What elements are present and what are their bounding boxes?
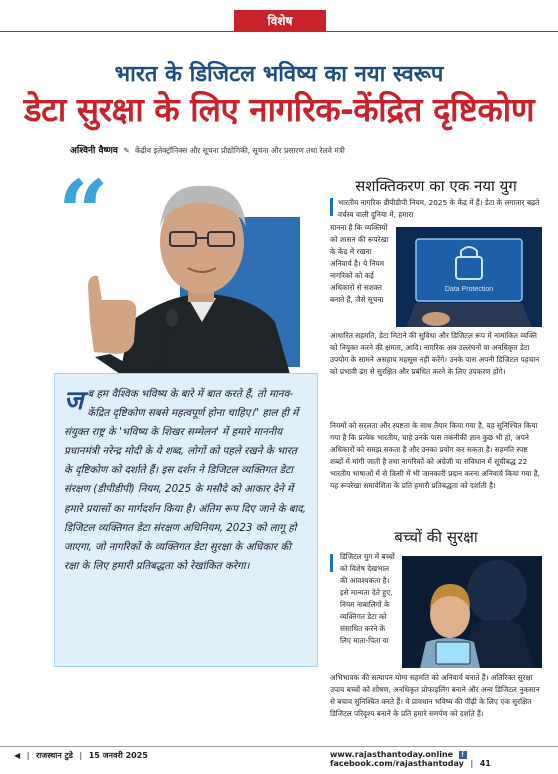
paragraph-marker bbox=[330, 554, 333, 572]
author-name: अश्विनी वैष्णव bbox=[70, 146, 118, 156]
quote-text bbox=[64, 385, 308, 576]
section2-narrow-text: डिजिटल युग में बच्चों को विशेष देखभाल की आवश्यकता है। इसे मान्यता देते हुए, नियम नाबालिगों के व्यक्तिगत डेटा को संसाधित करने के लिए माता-पिता या bbox=[340, 552, 395, 645]
pen-icon: ✎ bbox=[123, 146, 130, 155]
quote-body: ब हम वैश्विक भविष्य के बारे में बात करते हैं, तो मानव-केंद्रित दृष्टिकोण सबसे महत्वपूर्ण होना चाहिए।" हाल ही में संयुक्त राष्ट्र के 'भविष्य के शिखर सम्मेलन' में हमारे माननीय प्रधानमंत्री नरेन्द्र मोदी के ये शब्द, लोगों को पहले रखने के भारत के दृष्टिकोण को दर्शाते हैं। इस दर्शन ने डिजिटल व्यक्तिगत डेटा संरक्षण (डीपीडीपी) नियम, 2025 के मसौदे को आकार देने में हमारे प्रयासों का मार्गदर्शन किया है। अंतिम रूप दिए जाने के बाद, डिजिटल व्यक्तिगत डेटा संरक्षण अधिनियम, 2023 को लागू हो जाएगा, जो नागरिकों के व्यक्तिगत डेटा सुरक्षा के अधिकार की रक्षा के लिए हमारी प्रतिबद्धता को रेखांकित करेगा। bbox=[64, 388, 307, 572]
back-arrow-icon: ◀ bbox=[14, 751, 21, 760]
website-link[interactable]: www.rajasthantoday.online bbox=[330, 750, 454, 759]
data-protection-image bbox=[396, 227, 542, 327]
facebook-link[interactable]: facebook.com/rajasthantoday bbox=[330, 759, 464, 768]
footer-right: www.rajasthantoday.online f facebook.com/rajasthantoday | 41 bbox=[330, 750, 491, 768]
publication-name: राजस्थान टुडे bbox=[35, 751, 73, 760]
author-role: केंद्रीय इलेक्ट्रॉनिक्स और सूचना प्रौद्योगिकी, सूचना और प्रसारण तथा रेलवे मंत्री bbox=[135, 146, 345, 155]
kicker: भारत के डिजिटल भविष्य का नया स्वरूप bbox=[114, 62, 444, 87]
footer-left: ◀ | राजस्थान टुडे | 15 जनवरी 2025 bbox=[14, 751, 148, 760]
section-divider bbox=[0, 31, 558, 32]
quote-mark-icon: “ bbox=[58, 160, 109, 264]
section1-para2: नियमों को सरलता और स्पष्टता के साथ तैयार किया गया है, यह सुनिश्चित किया गया है कि प्रत्येक भारतीय, चाहे उनके पास तकनीकी ज्ञान कुछ भी हो, अपने अधिकारों को समझ सकता है और उनका प्रयोग कर सकता है। सहमति स्पष्ट शब्दों में मांगी जाती है तथा नागरिकों को अंग्रेजी या संविधान में सूचीबद्ध 22 भारतीय भाषाओं में से किसी में भी जानकारी प्रदान करना अनिवार्य किया गया है, यह रूपरेखा समावेशिता के प्रति हमारी प्रतिबद्धता को दर्शाती है। bbox=[330, 421, 540, 490]
page-number: 41 bbox=[479, 759, 491, 768]
headline: डेटा सुरक्षा के लिए नागरिक-केंद्रित दृष्टिकोण bbox=[23, 90, 535, 129]
section1-heading: सशक्तिकरण का एक नया युग bbox=[355, 177, 517, 195]
image-label: Data Protection bbox=[444, 286, 494, 293]
section-tag: विशेष bbox=[234, 10, 326, 32]
footer-divider bbox=[0, 746, 558, 747]
paragraph-marker bbox=[330, 198, 333, 216]
section1-narrow-text: मानना है कि व्यक्तियों को शासन की रूपरेखा के केंद्र में रखना अनिवार्य है। ये नियम नागरिकों को कई अधिकारों से सशक्त बनाते हैं, जैसे सूचना bbox=[330, 223, 389, 304]
section2-full-text: अभिभावक की सत्यापन योग्य सहमति को अनिवार्य बनाते हैं। अतिरिक्त सुरक्षा उपाय बच्चों को शोषण, अनधिकृत प्रोफाइलिंग बनाने और अन्य डिजिटल नुकसान से बचाव सुनिश्चित करते हैं। ये प्रावधान भविष्य की पीढ़ी के लिए एक सुरक्षित डिजिटल परिदृश्य बनाने के प्रति हमारे समर्पण को दर्शाते हैं। bbox=[330, 673, 540, 718]
facebook-icon: f bbox=[459, 751, 467, 759]
section2-heading: बच्चों की सुरक्षा bbox=[394, 528, 478, 546]
drop-cap: ज bbox=[64, 386, 84, 416]
section1-full-text: आधारित सहमति, डेटा मिटाने की सुविधा और डिजिटल रूप में नामांकित व्यक्ति को नियुक्त करने की क्षमता, आदि। नागरिक अब उल्लंघनों या अनधिकृत डेटा उपयोग के सामने असहाय महसूस नहीं करेंगे। उनके पास अपनी डिजिटल पहचान को प्रभावी ढंग से सुरक्षित और प्रबंधित करने के लिए उपकरण होंगे। bbox=[330, 331, 540, 376]
issue-date: 15 जनवरी 2025 bbox=[88, 751, 148, 760]
child-tablet-image bbox=[402, 556, 542, 668]
section1-intro: भारतीय नागरिक डीपीडीपी नियम, 2025 के केंद्र में हैं। डेटा के लगातार बढ़ते वर्चस्व वाली दुनिया में, हमारा bbox=[338, 198, 540, 219]
byline bbox=[70, 143, 540, 156]
